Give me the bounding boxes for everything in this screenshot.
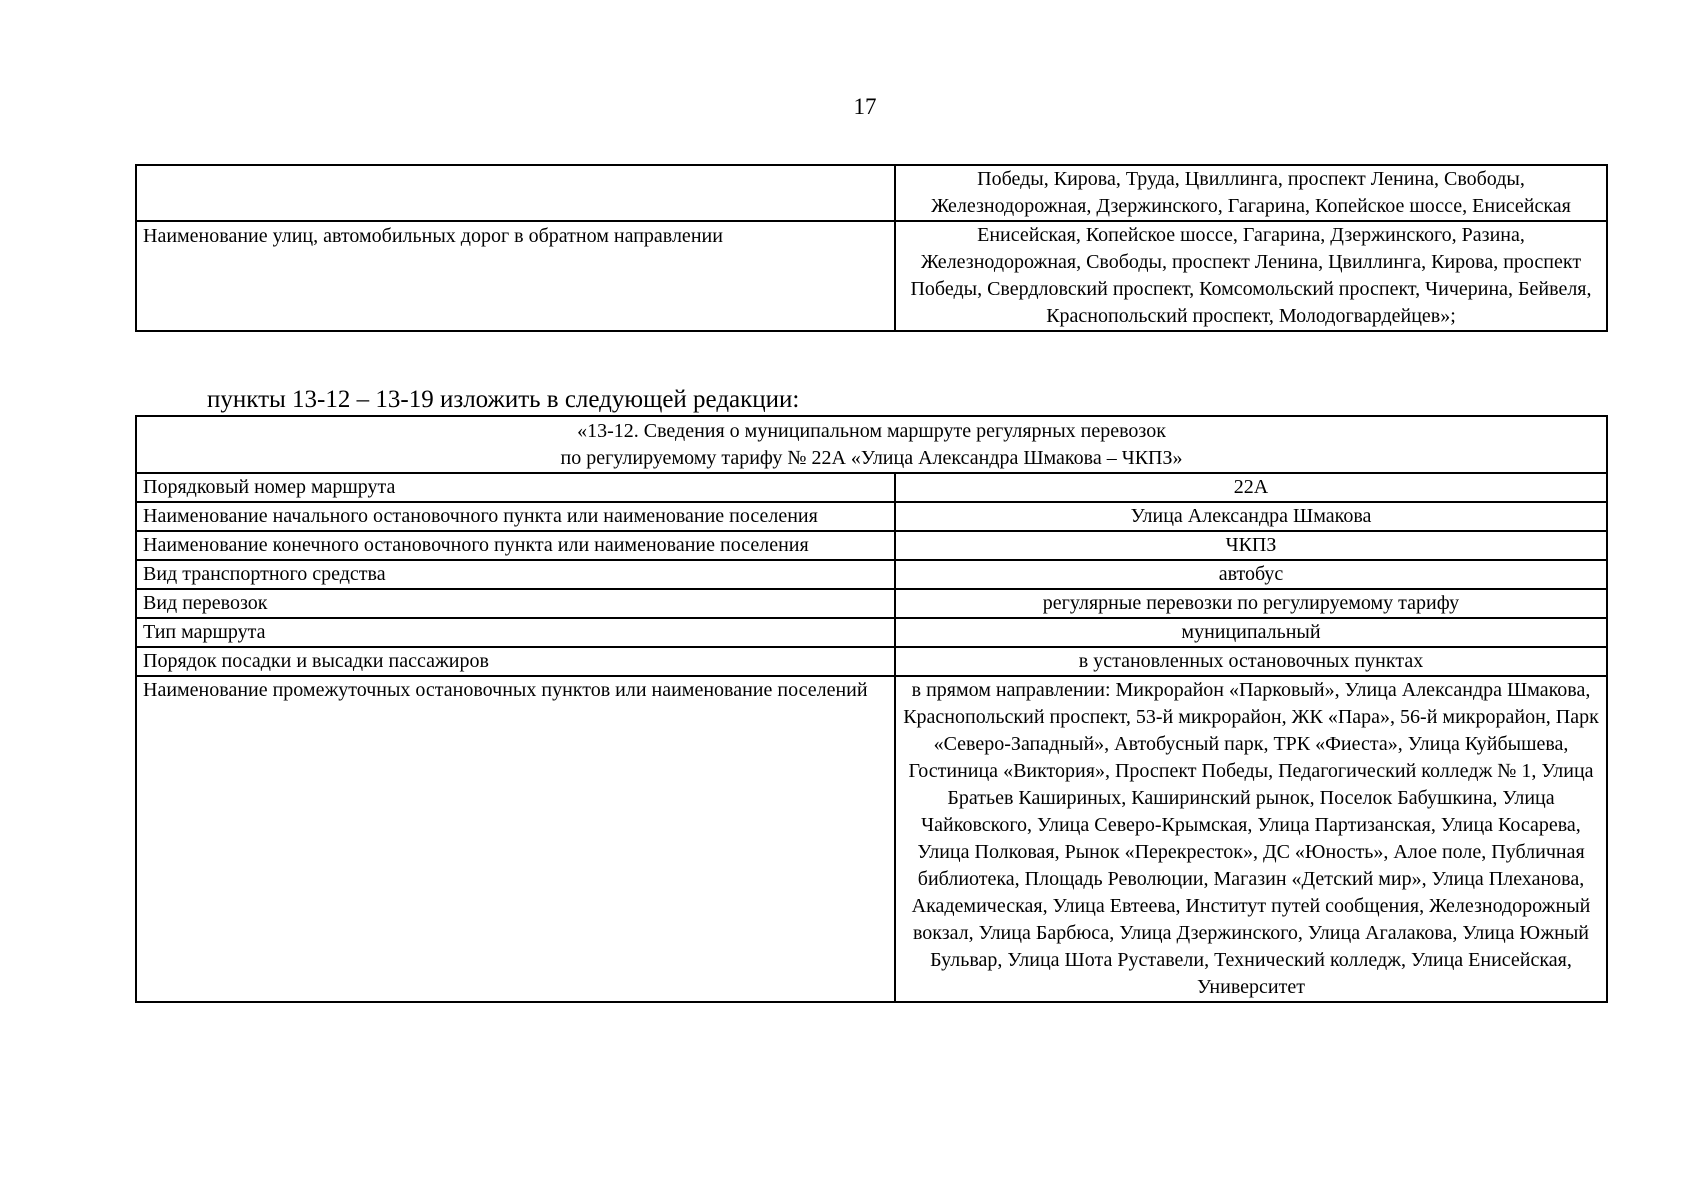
table-row [136, 618, 1607, 647]
table-cell-value: Улица Александра Шмакова [895, 502, 1607, 531]
table-title-line: по регулируемому тарифу № 22А «Улица Александра Шмакова – ЧКПЗ» [560, 447, 1183, 469]
table-cell-label: Вид транспортного средства [136, 560, 895, 589]
table-cell-value: ЧКПЗ [895, 531, 1607, 560]
table-title-row [136, 416, 1607, 473]
table-row [136, 647, 1607, 676]
table-row [136, 502, 1607, 531]
table-row [136, 531, 1607, 560]
table-cell-label: Наименование улиц, автомобильных дорог в обратном направлении [136, 221, 895, 331]
table-cell-value: в установленных остановочных пунктах [895, 647, 1607, 676]
table-row [136, 676, 1607, 1002]
table-cell-value: муниципальный [895, 618, 1607, 647]
table-row [136, 473, 1607, 502]
table-cell-label: Наименование начального остановочного пункта или наименование поселения [136, 502, 895, 531]
page-number: 17 [853, 94, 877, 119]
streets-table [135, 164, 1608, 332]
table-row [136, 221, 1607, 331]
table-cell-label: Порядок посадки и высадки пассажиров [136, 647, 895, 676]
table-cell-value: 22А [895, 473, 1607, 502]
table-cell-streets-reverse: Енисейская, Копейское шоссе, Гагарина, Дзержинского, Разина, Железнодорожная, Свободы, проспект Ленина, Цвиллинга, Кирова, проспект Победы, Свердловский проспект, Комсомольский проспект, Чичерина, Бейвеля, Краснопольский проспект, Молодогвардейцев»; [895, 221, 1607, 331]
route-table [135, 415, 1608, 1003]
table-cell-value: автобус [895, 560, 1607, 589]
table-row [136, 589, 1607, 618]
table-cell-label: Наименование конечного остановочного пункта или наименование поселения [136, 531, 895, 560]
table-cell-label: Наименование промежуточных остановочных пунктов или наименование поселений [136, 676, 895, 1002]
table-cell-streets-forward: Победы, Кирова, Труда, Цвиллинга, проспект Ленина, Свободы, Железнодорожная, Дзержинского, Гагарина, Копейское шоссе, Енисейская [895, 165, 1607, 221]
table-cell-empty [136, 165, 895, 221]
table-cell-value: регулярные перевозки по регулируемому тарифу [895, 589, 1607, 618]
table-row [136, 560, 1607, 589]
table-cell-label: Тип маршрута [136, 618, 895, 647]
table-cell-label: Порядковый номер маршрута [136, 473, 895, 502]
instruction-text: пункты 13-12 – 13-19 изложить в следующей редакции: [207, 386, 800, 413]
table-title-cell [136, 416, 1607, 473]
table-cell-value: в прямом направлении: Микрорайон «Парковый», Улица Александра Шмакова, Краснопольский проспект, 53-й микрорайон, ЖК «Пара», 56-й микрорайон, Парк «Северо-Западный», Автобусный парк, ТРК «Фиеста», Улица Куйбышева, Гостиница «Виктория», Проспект Победы, Педагогический колледж № 1, Улица Братьев Кашириных, Каширинский рынок, Поселок Бабушкина, Улица Чайковского, Улица Северо-Крымская, Улица Партизанская, Улица Косарева, Улица Полковая, Рынок «Перекресток», ДС «Юность», Алое поле, Публичная библиотека, Площадь Революции, Магазин «Детский мир», Улица Плеханова, Академическая, Улица Евтеева, Институт путей сообщения, Железнодорожный вокзал, Улица Барбюса, Улица Дзержинского, Улица Агалакова, Улица Южный Бульвар, Улица Шота Руставели, Технический колледж, Улица Енисейская, Университет [895, 676, 1607, 1002]
table-title-line: «13-12. Сведения о муниципальном маршруте регулярных перевозок [577, 420, 1166, 442]
table-row [136, 165, 1607, 221]
table-cell-label: Вид перевозок [136, 589, 895, 618]
